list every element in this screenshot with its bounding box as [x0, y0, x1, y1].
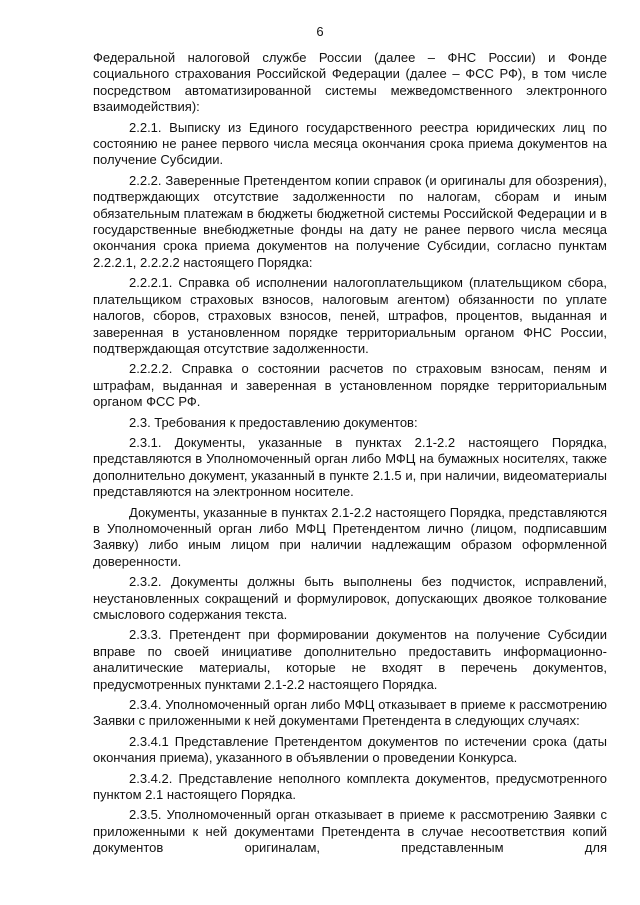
paragraph-2-3-3: 2.3.3. Претендент при формировании документов на получение Субсидии вправе по своей инициативе дополнительно предоставить информационно-аналитические материалы, которые не входят в перечень документов, предусмотренных пунктами 2.1-2.2 настоящего Порядка.: [93, 627, 607, 692]
paragraph-intro: Федеральной налоговой службе России (далее – ФНС России) и Фонде социального страхования Российской Федерации (далее – ФСС РФ), в том числе посредством автоматизированной системы межведомственного электронного взаимодействия):: [93, 50, 607, 115]
paragraph-2-3-4: 2.3.4. Уполномоченный орган либо МФЦ отказывает в приеме к рассмотрению Заявки с приложенными к ней документами Претендента в следующих случаях:: [93, 697, 607, 729]
paragraph-2-2-2-1: 2.2.2.1. Справка об исполнении налогоплательщиком (плательщиком сбора, плательщиком страховых взносов, налоговым агентом) обязанности по уплате налогов, сборов, страховых взносов, пеней, штрафов, процентов, выданная и заверенная в установленном порядке территориальным органом ФНС России, подтверждающая отсутствие задолженности.: [93, 275, 607, 356]
paragraph-2-3-1-continued: Документы, указанные в пунктах 2.1-2.2 настоящего Порядка, представляются в Уполномоченный орган либо МФЦ Претендентом лично (лицом, подписавшим Заявку) либо иным лицом при наличии надлежащим образом оформленной доверенности.: [93, 504, 607, 569]
paragraph-2-3-1: 2.3.1. Документы, указанные в пунктах 2.1-2.2 настоящего Порядка, представляются в Уполномоченный орган либо МФЦ на бумажных носителях, также дополнительно документ, указанный в пункте 2.1.5 и, при наличии, видеоматериалы представляются на электронном носителе.: [93, 434, 607, 500]
paragraph-2-2-1: 2.2.1. Выписку из Единого государственного реестра юридических лиц по состоянию не ранее первого числа месяца окончания срока приема документов на получение Субсидии.: [93, 119, 607, 168]
paragraph-2-2-2-2: 2.2.2.2. Справка о состоянии расчетов по страховым взносам, пеням и штрафам, выданная и заверенная в установленном порядке территориальным органом ФСС РФ.: [93, 361, 607, 410]
paragraph-2-3: 2.3. Требования к предоставлению документов:: [129, 414, 418, 430]
paragraph-2-3-4-1: 2.3.4.1 Представление Претендентом документов по истечении срока (даты окончания приема), указанного в объявлении о проведении Конкурса.: [93, 733, 607, 766]
paragraph-2-2-2: 2.2.2. Заверенные Претендентом копии справок (и оригиналы для обозрения), подтверждающих отсутствие задолженности по налогам, сборам и иным обязательным платежам в бюджеты бюджетной системы Российской Федерации и в государственные внебюджетные фонды на дату не ранее первого числа месяца окончания срока приема документов на получение Субсидии, согласно пунктам 2.2.2.1, 2.2.2.2 настоящего Порядка:: [93, 172, 607, 270]
paragraph-2-3-4-2: 2.3.4.2. Представление неполного комплекта документов, предусмотренного пунктом 2.1 настоящего Порядка.: [93, 770, 607, 803]
page-number: 6: [316, 24, 324, 39]
paragraph-2-3-5: 2.3.5. Уполномоченный орган отказывает в приеме к рассмотрению Заявки с приложенными к ней документами Претендента в случае несоответствия копий документов оригиналам, представленным для: [93, 807, 607, 856]
paragraph-2-3-2: 2.3.2. Документы должны быть выполнены без подчисток, исправлений, неустановленных сокращений и формулировок, допускающих двоякое толкование смыслового содержания текста.: [93, 574, 607, 622]
document-body: [93, 50, 607, 861]
